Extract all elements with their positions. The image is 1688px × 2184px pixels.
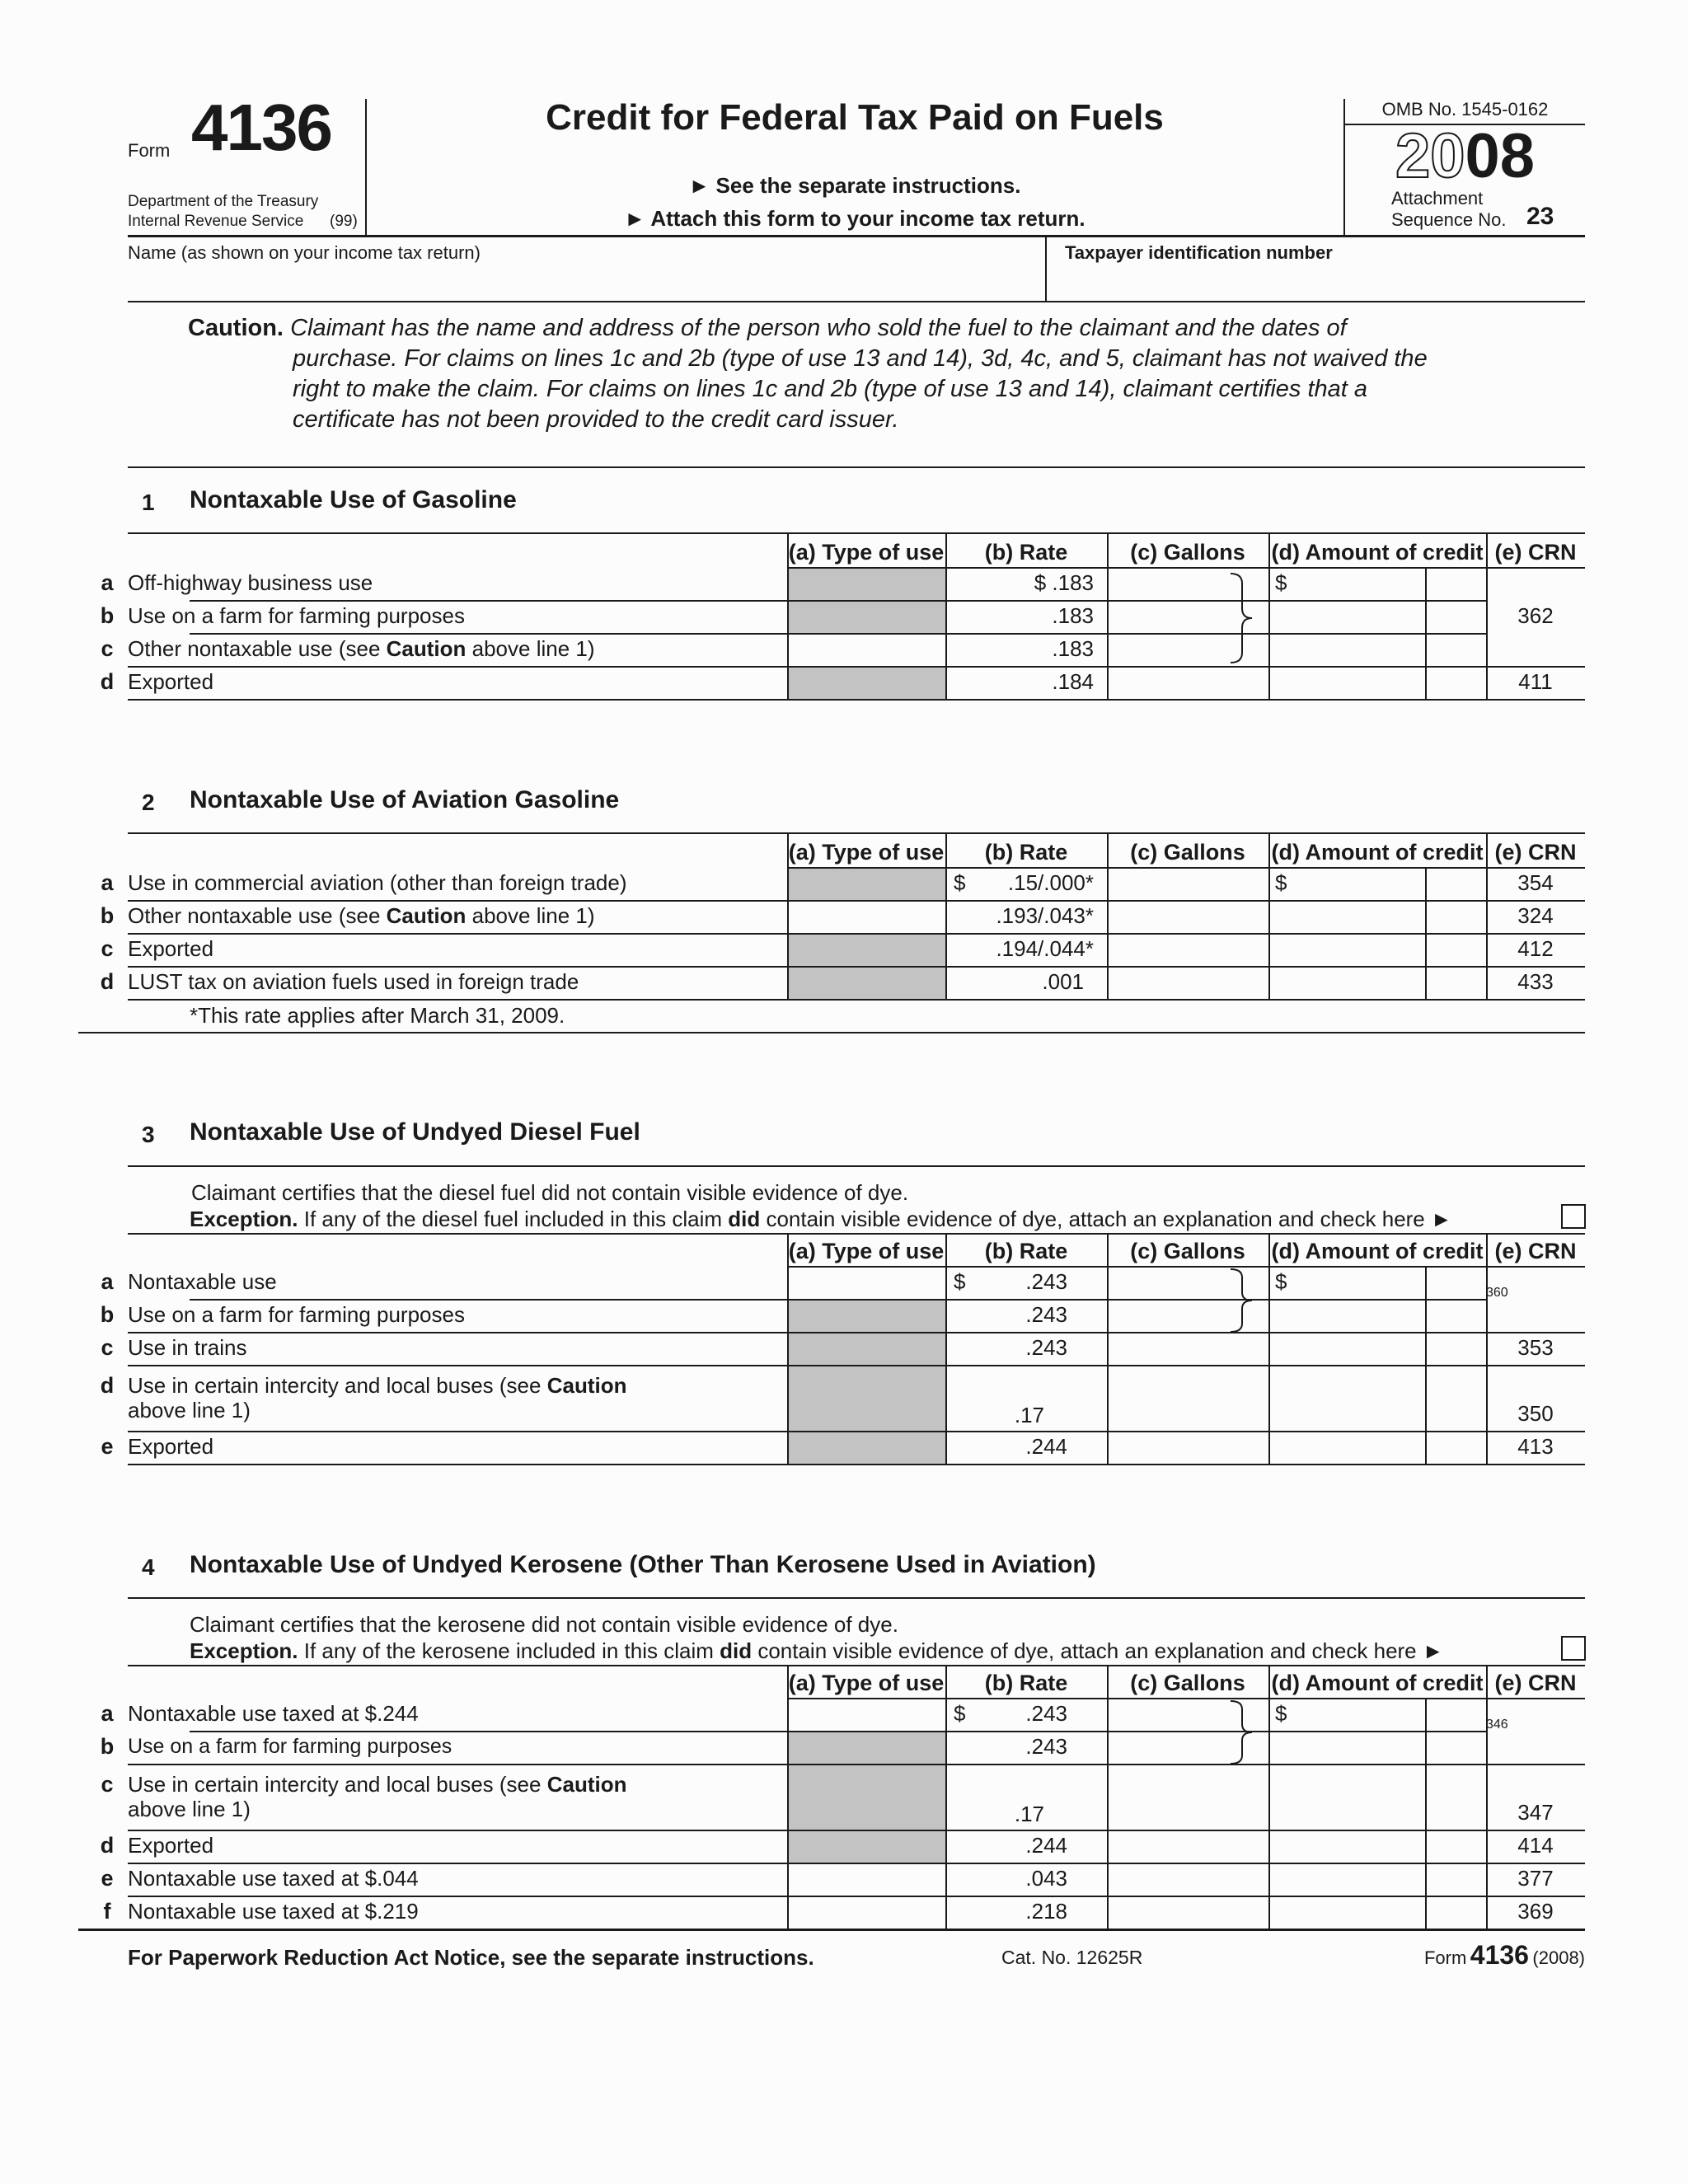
- name-tin-divider: [1045, 237, 1047, 302]
- col-b-header: (b) Rate: [984, 1671, 1068, 1695]
- header-divider-left: [365, 99, 367, 235]
- paperwork-notice: For Paperwork Reduction Act Notice, see the separate instructions.: [128, 1945, 814, 1970]
- line-letter: d: [100, 669, 115, 694]
- line-rate: .244: [1025, 1434, 1067, 1459]
- form-number: 4136: [191, 91, 331, 164]
- col-b-header: (b) Rate: [984, 840, 1068, 865]
- line-desc: [128, 1373, 626, 1422]
- row-rule: [128, 1830, 1585, 1831]
- footer-form-word: Form: [1423, 1947, 1467, 1968]
- line-rate: .243: [1025, 1701, 1067, 1726]
- line-rate: .15/.000*: [1007, 870, 1094, 895]
- line-1a: [101, 570, 1585, 600]
- line-desc: Use in commercial aviation (other than foreign trade): [128, 870, 627, 895]
- gallons-rule: [1107, 1731, 1226, 1732]
- exception-bold: did: [720, 1638, 753, 1663]
- desc-bold: Caution: [546, 1772, 627, 1797]
- dollar-sign: $: [1275, 1269, 1287, 1294]
- dollar-sign: $: [1275, 1701, 1287, 1726]
- row-rule: [190, 633, 1486, 635]
- section3-exception: [190, 1207, 1452, 1232]
- line-rate: .17: [1014, 1802, 1044, 1826]
- section4-table: [100, 1665, 1585, 1933]
- tin-field[interactable]: [1065, 265, 1576, 298]
- brace-icon: [1224, 1699, 1257, 1765]
- row-rule: [128, 699, 1585, 701]
- line-1b: [100, 603, 1585, 633]
- tax-year: [1345, 122, 1585, 191]
- dept-line1: Department of the Treasury: [128, 193, 319, 210]
- line-desc: Use in trains: [128, 1335, 247, 1360]
- section3-number: 3: [142, 1122, 155, 1147]
- line-crn: 353: [1517, 1335, 1554, 1360]
- row-rule: [128, 666, 1585, 668]
- exception-label: Exception.: [190, 1638, 298, 1663]
- rate-dollar: $: [954, 870, 966, 895]
- line-rate: .194/.044*: [996, 936, 1094, 961]
- col-c-header: (c) Gallons: [1130, 1239, 1245, 1263]
- line-letter: a: [101, 870, 114, 895]
- diesel-dye-checkbox[interactable]: [1561, 1204, 1586, 1229]
- col-d-header: (d) Amount of credit: [1271, 1671, 1484, 1695]
- line-crn: 324: [1517, 903, 1554, 928]
- brace-icon: [1224, 1268, 1257, 1333]
- line-letter: d: [100, 1833, 115, 1858]
- line-desc: Exported: [128, 1434, 214, 1459]
- line-desc: Nontaxable use taxed at $.219: [128, 1899, 419, 1924]
- line-letter: c: [101, 636, 114, 661]
- col-e-header: (e) CRN: [1494, 840, 1577, 865]
- caution-bottom-rule: [128, 466, 1585, 468]
- row-rule: [190, 600, 1486, 602]
- line-letter: b: [100, 1734, 115, 1759]
- sequence-label: Sequence No.: [1391, 209, 1507, 230]
- row-rule: [128, 966, 1585, 968]
- line-rate: $ .183: [1034, 570, 1094, 595]
- header-rule: [787, 1698, 1585, 1699]
- desc-post: above line 1): [466, 636, 595, 661]
- line-rate: .184: [1052, 669, 1094, 694]
- col-c-header: (c) Gallons: [1130, 540, 1245, 565]
- row-rule: [128, 1332, 1585, 1333]
- col-e-header: (e) CRN: [1494, 1239, 1577, 1263]
- desc-line2: above line 1): [128, 1398, 251, 1422]
- col-b-header: (b) Rate: [984, 1239, 1068, 1263]
- desc-pre: Use in certain intercity and local buses (see: [128, 1373, 547, 1398]
- section2-bottom-rule: [78, 1032, 1585, 1033]
- line-letter: c: [101, 1772, 114, 1797]
- section2-number: 2: [142, 790, 155, 815]
- exception-post: contain visible evidence of dye, attach an explanation and check here ►: [760, 1207, 1452, 1231]
- exception-label: Exception.: [190, 1207, 298, 1231]
- line-rate: .183: [1052, 603, 1094, 628]
- exception-post: contain visible evidence of dye, attach an explanation and check here ►: [752, 1638, 1444, 1663]
- line-desc: Nontaxable use taxed at $.044: [128, 1866, 419, 1891]
- line-desc: [128, 636, 595, 661]
- row-rule: [128, 900, 1585, 902]
- gallons-rule: [1107, 633, 1226, 635]
- line-crn: 413: [1517, 1434, 1554, 1459]
- line-4e: [101, 1866, 1585, 1896]
- sequence-number: 23: [1526, 203, 1554, 230]
- line-desc: Use on a farm for farming purposes: [128, 1302, 465, 1327]
- line-letter: a: [101, 1701, 114, 1726]
- desc-bold: Caution: [546, 1373, 627, 1398]
- line-crn: 347: [1517, 1800, 1554, 1825]
- line-desc: Exported: [128, 669, 214, 694]
- line-crn: 377: [1517, 1866, 1554, 1891]
- line-desc: [128, 1772, 626, 1821]
- line-2b: [100, 903, 1585, 933]
- line-3b: [100, 1302, 1585, 1332]
- caution-line4: certificate has not been provided to the credit card issuer.: [293, 406, 899, 433]
- line-letter: c: [101, 1335, 114, 1360]
- section1-number: 1: [142, 490, 155, 515]
- row-rule: [128, 1464, 1585, 1465]
- line-crn: 354: [1517, 870, 1554, 895]
- line-1d: [100, 669, 1585, 699]
- line-rate: .17: [1014, 1403, 1044, 1427]
- col-a-header: (a) Type of use: [788, 840, 945, 865]
- line-letter: b: [100, 603, 115, 628]
- line-crn: 369: [1517, 1899, 1554, 1924]
- col-a-header: (a) Type of use: [788, 1239, 945, 1263]
- caution-line1: Claimant has the name and address of the person who sold the fuel to the claimant and the dates of: [290, 315, 1347, 341]
- line-crn: 350: [1517, 1401, 1554, 1426]
- line-rate: .183: [1052, 636, 1094, 661]
- line-rate: .243: [1025, 1335, 1067, 1360]
- line-desc: [128, 903, 595, 928]
- dollar-sign: $: [1275, 870, 1287, 895]
- line-letter: d: [100, 1373, 115, 1398]
- col-e-header: (e) CRN: [1494, 1671, 1577, 1695]
- col-c-header: (c) Gallons: [1130, 1671, 1245, 1695]
- row-rule: [190, 1299, 1486, 1301]
- section4-certify: Claimant certifies that the kerosene did not contain visible evidence of dye.: [190, 1612, 898, 1637]
- line-desc: Exported: [128, 1833, 214, 1858]
- section4-title: Nontaxable Use of Undyed Kerosene (Other Than Kerosene Used in Aviation): [190, 1551, 1096, 1578]
- line-desc: Use on a farm for farming purposes: [128, 603, 465, 628]
- footer-year: (2008): [1532, 1947, 1585, 1968]
- footer-form-id: [1401, 1940, 1585, 1971]
- desc-pre: Other nontaxable use (see: [128, 636, 387, 661]
- dept-code: (99): [330, 213, 358, 230]
- line-rate: .243: [1025, 1734, 1067, 1759]
- col-a-header: (a) Type of use: [788, 540, 945, 565]
- line-3d: [100, 1368, 1585, 1431]
- line-2c: [101, 936, 1585, 966]
- line-rate: .243: [1025, 1269, 1067, 1294]
- line-letter: b: [100, 903, 115, 928]
- caution-block: [188, 313, 1428, 435]
- exception-bold: did: [728, 1207, 761, 1231]
- line-rate: .218: [1025, 1899, 1067, 1924]
- line-crn: 362: [1517, 603, 1554, 628]
- brace-icon: [1224, 572, 1257, 664]
- desc-line2: above line 1): [128, 1797, 251, 1821]
- year-outline: 20: [1395, 121, 1465, 191]
- cat-number: Cat. No. 12625R: [1001, 1947, 1143, 1968]
- desc-post: above line 1): [466, 903, 595, 928]
- line-crn: 433: [1517, 969, 1554, 994]
- line-letter: e: [101, 1434, 114, 1459]
- section3-certify: Claimant certifies that the diesel fuel did not contain visible evidence of dye.: [191, 1180, 909, 1205]
- rate-dollar: $: [954, 1701, 966, 1726]
- row-rule: [128, 999, 1585, 1001]
- dollar-sign: $: [1275, 570, 1287, 595]
- section1-table: [100, 534, 1585, 701]
- row-rule: [128, 1863, 1585, 1864]
- line-rate: .193/.043*: [996, 903, 1094, 928]
- caution-line2: purchase. For claims on lines 1c and 2b (type of use 13 and 14), 3d, 4c, and 5, claimant has not waived the: [293, 345, 1428, 372]
- tin-label: Taxpayer identification number: [1065, 242, 1333, 263]
- row-rule: [128, 1764, 1585, 1765]
- desc-bold: Caution: [386, 636, 467, 661]
- line-rate: .001: [1042, 969, 1084, 994]
- line-3a: [101, 1269, 1585, 1299]
- line-desc: Off-highway business use: [128, 570, 373, 595]
- name-label: Name (as shown on your income tax return): [128, 242, 481, 263]
- form-title: Credit for Federal Tax Paid on Fuels: [546, 97, 1164, 138]
- line-letter: e: [101, 1866, 114, 1891]
- line-desc: Nontaxable use taxed at $.244: [128, 1701, 419, 1726]
- row-rule: [190, 1731, 1486, 1732]
- caution-label: Caution.: [188, 315, 284, 341]
- year-bold: 08: [1465, 121, 1536, 191]
- col-d-header: (d) Amount of credit: [1271, 540, 1484, 565]
- row-rule: [128, 933, 1585, 935]
- section3-table: [100, 1233, 1585, 1465]
- line-4a-crn: 346: [1486, 1718, 1508, 1732]
- line-rate: .043: [1025, 1866, 1067, 1891]
- line-letter: f: [103, 1899, 111, 1924]
- line-3e: [101, 1434, 1585, 1464]
- line-desc: Use on a farm for farming purposes: [128, 1735, 452, 1758]
- instruction-see: ► See the separate instructions.: [688, 173, 1021, 198]
- name-field[interactable]: [132, 265, 1039, 298]
- line-4b: [100, 1734, 1585, 1764]
- col-e-header: (e) CRN: [1494, 540, 1577, 565]
- exception-pre: If any of the kerosene included in this claim: [303, 1638, 720, 1663]
- line-letter: b: [100, 1302, 115, 1327]
- line-1c: [101, 636, 1585, 666]
- line-desc: LUST tax on aviation fuels used in foreign trade: [128, 969, 579, 994]
- section3-title: Nontaxable Use of Undyed Diesel Fuel: [190, 1118, 640, 1146]
- section2-footnote: *This rate applies after March 31, 2009.: [190, 1003, 565, 1028]
- section3-top-rule: [128, 1165, 1585, 1167]
- col-c-header: (c) Gallons: [1130, 840, 1245, 865]
- section4-exception: [190, 1638, 1444, 1664]
- omb-number: OMB No. 1545-0162: [1381, 99, 1549, 120]
- kerosene-dye-checkbox[interactable]: [1561, 1636, 1586, 1661]
- col-d-header: (d) Amount of credit: [1271, 840, 1484, 865]
- line-letter: a: [101, 1269, 114, 1294]
- line-4c: [101, 1767, 1585, 1830]
- line-2a: [101, 870, 1585, 900]
- section4-bottom-rule: [78, 1929, 1585, 1931]
- header-rule: [787, 1266, 1585, 1268]
- line-4d: [100, 1833, 1585, 1863]
- header-bottom-rule: [128, 235, 1585, 237]
- col-a-header: (a) Type of use: [788, 1671, 945, 1695]
- line-4a: [101, 1701, 1585, 1731]
- line-crn: 412: [1517, 936, 1554, 961]
- row-rule: [128, 1365, 1585, 1366]
- desc-pre: Other nontaxable use (see: [128, 903, 387, 928]
- instruction-attach: ► Attach this form to your income tax return.: [624, 206, 1085, 231]
- row-rule: [128, 1431, 1585, 1432]
- line-crn: 414: [1517, 1833, 1554, 1858]
- section1-title: Nontaxable Use of Gasoline: [190, 486, 517, 513]
- line-letter: c: [101, 936, 114, 961]
- rate-dollar: $: [954, 1269, 966, 1294]
- desc-bold: Caution: [386, 903, 467, 928]
- line-letter: a: [101, 570, 114, 595]
- attachment-label: Attachment: [1391, 188, 1484, 209]
- gallons-rule: [1107, 1299, 1226, 1301]
- section4-number: 4: [142, 1554, 155, 1580]
- desc-pre: Use in certain intercity and local buses (see: [128, 1772, 547, 1797]
- line-rate: .244: [1025, 1833, 1067, 1858]
- section2-table: [100, 834, 1585, 1033]
- line-crn: 411: [1518, 669, 1553, 694]
- section4-top-rule: [128, 1597, 1585, 1599]
- gallons-rule: [1107, 600, 1226, 602]
- dept-line2: Internal Revenue Service: [128, 213, 304, 230]
- exception-pre: If any of the diesel fuel included in this claim: [303, 1207, 729, 1231]
- caution-line3: right to make the claim. For claims on lines 1c and 2b (type of use 13 and 14), claimant certifies that a: [293, 376, 1368, 402]
- line-rate: .243: [1025, 1302, 1067, 1327]
- footer-form-number: 4136: [1470, 1940, 1529, 1970]
- name-bottom-rule: [128, 301, 1585, 302]
- line-desc: Exported: [128, 936, 214, 961]
- line-letter: d: [100, 969, 115, 994]
- line-desc: Nontaxable use: [128, 1269, 277, 1294]
- line-2d: [100, 969, 1585, 999]
- col-d-header: (d) Amount of credit: [1271, 1239, 1484, 1263]
- line-3a-crn: 360: [1486, 1286, 1508, 1300]
- col-b-header: (b) Rate: [984, 540, 1068, 565]
- line-4f: [103, 1899, 1585, 1929]
- form-word: Form: [128, 140, 171, 161]
- section2-title: Nontaxable Use of Aviation Gasoline: [190, 786, 620, 813]
- line-3c: [101, 1335, 1585, 1365]
- row-rule: [128, 1896, 1585, 1897]
